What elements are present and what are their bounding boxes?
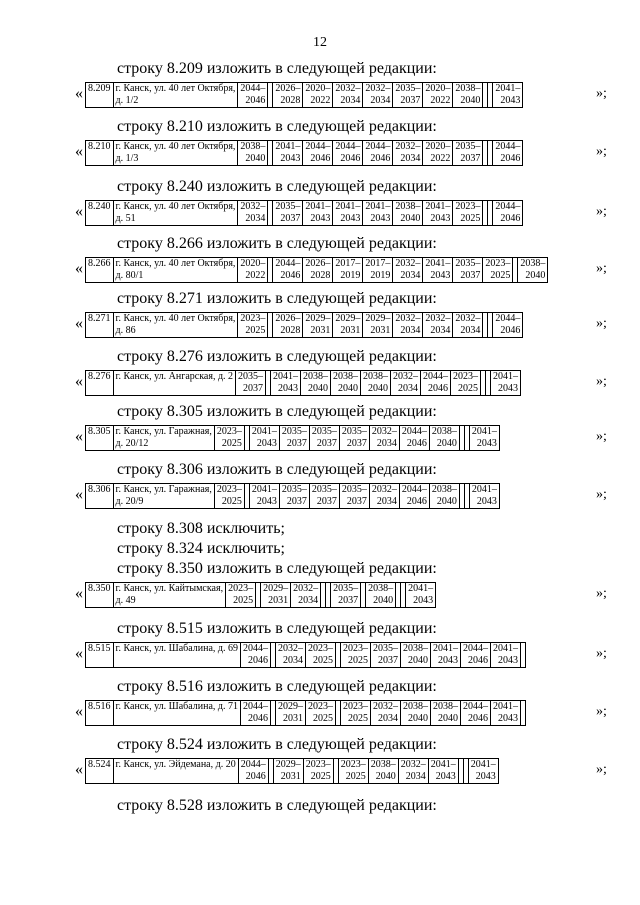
year-range-cell: 2044– 2046: [461, 643, 491, 668]
year-range-cell: 2035– 2037: [339, 484, 369, 509]
record-address: г. Канск, ул. Гаражная, д. 20/12: [113, 426, 214, 451]
record-table: [85, 642, 526, 668]
year-range-cell: 2041– 2043: [431, 643, 461, 668]
year-range-cell: 2032– 2034: [398, 759, 428, 784]
instruction-heading: строку 8.240 изложить в следующей редакции:: [117, 178, 437, 195]
year-range-cell: 2017– 2019: [363, 258, 393, 283]
year-range-cell: 2038– 2040: [429, 426, 459, 451]
instruction-heading: строку 8.266 изложить в следующей редакции:: [117, 235, 437, 252]
year-range-cell: 2041– 2043: [491, 371, 521, 396]
year-range-cell: 2023– 2025: [226, 583, 256, 608]
year-range-cell: 2041– 2043: [363, 201, 393, 226]
record-table: [85, 200, 523, 226]
year-range-cell: 2038– 2040: [518, 258, 548, 283]
opening-quote: «: [75, 143, 83, 160]
year-range-cell: 2032– 2034: [393, 313, 423, 338]
year-range-cell: 2035– 2037: [279, 426, 309, 451]
year-range-cell: 2041– 2043: [428, 759, 458, 784]
record-table: [85, 312, 523, 338]
record-table: [85, 140, 523, 166]
closing-quote: »;: [596, 86, 607, 101]
record-address: г. Канск, ул. Шабалина, д. 69: [113, 643, 241, 668]
year-range-cell: 2020– 2022: [423, 141, 453, 166]
record-address: г. Канск, ул. Шабалина, д. 71: [113, 701, 241, 726]
year-range-cell: 2041– 2043: [469, 484, 499, 509]
instruction-heading: строку 8.528 изложить в следующей редакции:: [117, 797, 437, 814]
instruction-heading: строку 8.210 изложить в следующей редакции:: [117, 118, 437, 135]
year-range-cell: 2041– 2043: [271, 371, 301, 396]
year-range-cell: 2044– 2046: [241, 643, 271, 668]
year-range-cell: 2020– 2022: [303, 83, 333, 108]
year-range-cell: 2023– 2025: [214, 426, 244, 451]
year-range-cell: 2041– 2043: [423, 258, 453, 283]
opening-quote: «: [75, 85, 83, 102]
record-table: [85, 82, 523, 108]
year-range-cell: 2035– 2037: [273, 201, 303, 226]
year-range-cell: 2044– 2046: [238, 759, 268, 784]
year-range-cell: 2038– 2040: [429, 484, 459, 509]
instruction-heading: строку 8.209 изложить в следующей редакции:: [117, 60, 437, 77]
year-range-cell: 2023– 2025: [303, 759, 333, 784]
closing-quote: »;: [596, 646, 607, 661]
year-range-cell: 2041– 2043: [469, 426, 499, 451]
year-range-cell: 2038– 2040: [401, 643, 431, 668]
record-table: [85, 758, 499, 784]
year-range-cell: 2032– 2034: [393, 258, 423, 283]
closing-quote: »;: [596, 586, 607, 601]
year-range-cell: 2023– 2025: [214, 484, 244, 509]
year-range-cell: 2041– 2043: [303, 201, 333, 226]
instruction-heading: строку 8.306 изложить в следующей редакции:: [117, 461, 437, 478]
opening-quote: «: [75, 703, 83, 720]
year-range-cell: 2035– 2037: [331, 583, 361, 608]
instruction-heading: строку 8.515 изложить в следующей редакции:: [117, 620, 437, 637]
year-range-cell: 2017– 2019: [333, 258, 363, 283]
year-range-cell: 2038– 2040: [368, 759, 398, 784]
year-range-cell: 2023– 2025: [453, 201, 483, 226]
year-range-cell: 2044– 2046: [493, 201, 523, 226]
year-range-cell: 2032– 2034: [453, 313, 483, 338]
record-address: г. Канск, ул. 40 лет Октября, д. 51: [113, 201, 238, 226]
year-range-cell: 2032– 2034: [369, 426, 399, 451]
record-address: г. Канск, ул. Гаражная, д. 20/9: [113, 484, 214, 509]
year-range-cell: 2035– 2037: [236, 371, 266, 396]
year-range-cell: 2041– 2043: [249, 426, 279, 451]
year-range-cell: 2041– 2043: [273, 141, 303, 166]
year-range-cell: 2038– 2040: [331, 371, 361, 396]
year-range-cell: 2044– 2046: [363, 141, 393, 166]
closing-quote: »;: [596, 144, 607, 159]
year-range-cell: 2044– 2046: [333, 141, 363, 166]
record-number: 8.210: [86, 141, 114, 166]
year-range-cell: 2038– 2040: [361, 371, 391, 396]
year-range-cell: 2041– 2043: [423, 201, 453, 226]
year-range-cell: 2038– 2040: [431, 701, 461, 726]
year-range-cell: 2029– 2031: [273, 759, 303, 784]
year-range-cell: 2032– 2034: [333, 83, 363, 108]
record-address: г. Канск, ул. Кайтымская, д. 49: [113, 583, 226, 608]
record-table: [85, 257, 548, 283]
year-range-cell: 2044– 2046: [273, 258, 303, 283]
closing-quote: »;: [596, 374, 607, 389]
record-table: [85, 483, 500, 509]
instruction-heading: строку 8.516 изложить в следующей редакции:: [117, 678, 437, 695]
record-number: 8.271: [86, 313, 114, 338]
closing-quote: »;: [596, 762, 607, 777]
year-range-cell: 2035– 2037: [393, 83, 423, 108]
year-range-cell: 2023– 2025: [451, 371, 481, 396]
year-range-cell: 2029– 2031: [276, 701, 306, 726]
year-range-cell: 2026– 2028: [273, 313, 303, 338]
record-number: 8.305: [86, 426, 114, 451]
year-range-cell: 2023– 2025: [238, 313, 268, 338]
opening-quote: «: [75, 373, 83, 390]
year-range-cell: 2044– 2046: [241, 701, 271, 726]
year-range-cell: 2032– 2034: [238, 201, 268, 226]
opening-quote: «: [75, 260, 83, 277]
year-range-cell: 2023– 2025: [483, 258, 513, 283]
closing-quote: »;: [596, 204, 607, 219]
year-range-cell: 2038– 2040: [453, 83, 483, 108]
page-number: 12: [313, 35, 327, 50]
year-range-cell: 2038– 2040: [301, 371, 331, 396]
opening-quote: «: [75, 315, 83, 332]
year-range-cell: 2026– 2028: [273, 83, 303, 108]
year-range-cell: 2023– 2025: [306, 643, 336, 668]
year-range-cell: 2023– 2025: [341, 643, 371, 668]
record-address: г. Канск, ул. 40 лет Октября, д. 86: [113, 313, 238, 338]
year-range-cell: 2032– 2034: [369, 484, 399, 509]
year-range-cell: 2032– 2034: [371, 701, 401, 726]
instruction-heading: строку 8.524 изложить в следующей редакции:: [117, 736, 437, 753]
record-number: 8.240: [86, 201, 114, 226]
instruction-heading: строку 8.350 изложить в следующей редакции:: [117, 560, 437, 577]
year-range-cell: 2044– 2046: [399, 484, 429, 509]
closing-quote: »;: [596, 429, 607, 444]
year-range-cell: 2038– 2040: [393, 201, 423, 226]
closing-quote: »;: [596, 316, 607, 331]
record-number: 8.266: [86, 258, 114, 283]
year-range-cell: 2035– 2037: [371, 643, 401, 668]
year-range-cell: 2044– 2046: [303, 141, 333, 166]
record-number: 8.350: [86, 583, 114, 608]
year-range-cell: 2035– 2037: [339, 426, 369, 451]
year-range-cell: 2038– 2040: [366, 583, 396, 608]
year-range-cell: 2041– 2043: [491, 643, 521, 668]
instruction-heading: строку 8.324 исключить;: [117, 540, 285, 557]
closing-quote: »;: [596, 261, 607, 276]
year-range-cell: 2038– 2040: [238, 141, 268, 166]
year-range-cell: 2041– 2043: [406, 583, 436, 608]
year-range-cell: 2038– 2040: [401, 701, 431, 726]
opening-quote: «: [75, 761, 83, 778]
record-number: 8.524: [86, 759, 114, 784]
year-range-cell: [521, 643, 526, 668]
year-range-cell: 2029– 2031: [363, 313, 393, 338]
opening-quote: «: [75, 428, 83, 445]
year-range-cell: 2023– 2025: [341, 701, 371, 726]
record-table: [85, 582, 436, 608]
closing-quote: »;: [596, 704, 607, 719]
year-range-cell: 2035– 2037: [453, 258, 483, 283]
record-number: 8.515: [86, 643, 114, 668]
record-table: [85, 425, 500, 451]
year-range-cell: 2020– 2022: [423, 83, 453, 108]
year-range-cell: 2035– 2037: [279, 484, 309, 509]
year-range-cell: 2041– 2043: [493, 83, 523, 108]
record-number: 8.209: [86, 83, 114, 108]
record-address: г. Канск, ул. Эйдемана, д. 20: [113, 759, 238, 784]
year-range-cell: 2023– 2025: [306, 701, 336, 726]
record-address: г. Канск, ул. Ангарская, д. 2: [113, 371, 236, 396]
year-range-cell: 2026– 2028: [303, 258, 333, 283]
record-address: г. Канск, ул. 40 лет Октября, д. 80/1: [113, 258, 238, 283]
instruction-heading: строку 8.308 исключить;: [117, 520, 285, 537]
record-address: г. Канск, ул. 40 лет Октября, д. 1/2: [113, 83, 238, 108]
record-table: [85, 370, 521, 396]
instruction-heading: строку 8.276 изложить в следующей редакции:: [117, 348, 437, 365]
closing-quote: »;: [596, 487, 607, 502]
year-range-cell: 2041– 2043: [249, 484, 279, 509]
year-range-cell: 2041– 2043: [468, 759, 498, 784]
year-range-cell: 2029– 2031: [333, 313, 363, 338]
record-address: г. Канск, ул. 40 лет Октября, д. 1/3: [113, 141, 238, 166]
year-range-cell: 2041– 2043: [491, 701, 521, 726]
year-range-cell: 2044– 2046: [493, 313, 523, 338]
year-range-cell: 2032– 2034: [391, 371, 421, 396]
year-range-cell: 2020– 2022: [238, 258, 268, 283]
year-range-cell: [521, 701, 526, 726]
year-range-cell: 2032– 2034: [291, 583, 321, 608]
year-range-cell: 2035– 2037: [309, 484, 339, 509]
year-range-cell: 2035– 2037: [309, 426, 339, 451]
year-range-cell: 2035– 2037: [453, 141, 483, 166]
year-range-cell: 2032– 2034: [363, 83, 393, 108]
year-range-cell: 2041– 2043: [333, 201, 363, 226]
year-range-cell: 2044– 2046: [238, 83, 268, 108]
opening-quote: «: [75, 645, 83, 662]
instruction-heading: строку 8.305 изложить в следующей редакции:: [117, 403, 437, 420]
year-range-cell: 2032– 2034: [393, 141, 423, 166]
record-number: 8.516: [86, 701, 114, 726]
year-range-cell: 2029– 2031: [303, 313, 333, 338]
year-range-cell: 2044– 2046: [461, 701, 491, 726]
year-range-cell: 2032– 2034: [423, 313, 453, 338]
year-range-cell: 2023– 2025: [338, 759, 368, 784]
year-range-cell: 2044– 2046: [421, 371, 451, 396]
year-range-cell: 2044– 2046: [399, 426, 429, 451]
year-range-cell: 2032– 2034: [276, 643, 306, 668]
year-range-cell: 2029– 2031: [261, 583, 291, 608]
record-table: [85, 700, 526, 726]
opening-quote: «: [75, 203, 83, 220]
record-number: 8.276: [86, 371, 114, 396]
instruction-heading: строку 8.271 изложить в следующей редакции:: [117, 290, 437, 307]
opening-quote: «: [75, 585, 83, 602]
record-number: 8.306: [86, 484, 114, 509]
year-range-cell: 2044– 2046: [493, 141, 523, 166]
opening-quote: «: [75, 486, 83, 503]
